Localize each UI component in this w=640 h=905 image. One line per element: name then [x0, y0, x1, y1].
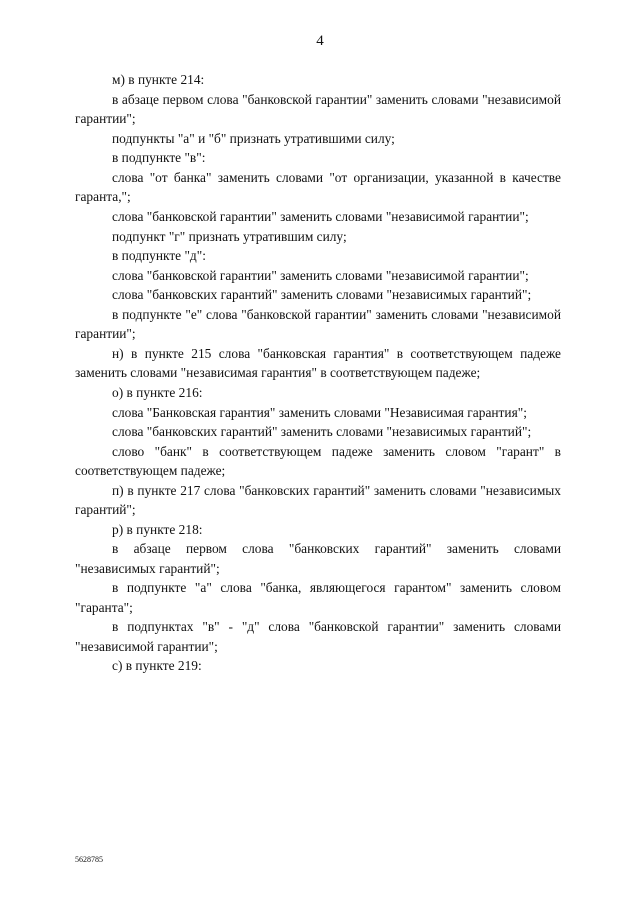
paragraph: слова "Банковская гарантия" заменить словами "Независимая гарантия"; — [112, 404, 527, 420]
paragraph: слова "банковских гарантий" заменить словами "независимых гарантий"; — [112, 424, 532, 440]
paragraph: подпункт "г" признать утратившим силу; — [112, 228, 347, 244]
paragraph: п) в пункте 217 слова "банковских гарантий" заменить словами "независимых гарантий"; — [75, 482, 561, 518]
document-code: 5628785 — [75, 855, 103, 864]
paragraph: слова "банковских гарантий" заменить словами "независимых гарантий"; — [112, 287, 532, 303]
paragraph: в абзаце первом слова "банковских гарантий" заменить словами "независимых гарантий"; — [75, 541, 561, 576]
paragraph: р) в пункте 218: — [112, 521, 203, 537]
paragraph: подпункты "а" и "б" признать утратившими силу; — [112, 130, 395, 146]
paragraph: в подпункте "е" слова "банковской гарантии" заменить словами "независимой гарантии"; — [75, 306, 561, 342]
page-number: 4 — [316, 33, 324, 49]
paragraph: в подпункте "д": — [112, 248, 206, 264]
paragraph: в подпункте "в": — [112, 150, 206, 166]
document-body — [75, 70, 561, 676]
paragraph: в абзаце первом слова "банковской гарантии" заменить словами "независимой гарантии"; — [75, 91, 561, 127]
paragraph: н) в пункте 215 слова "банковская гарантия" в соответствующем падеже заменить словами "независимая гарантия" в соответствующем падеже; — [75, 345, 561, 381]
paragraph: слово "банк" в соответствующем падеже заменить словом "гарант" в соответствующем падеже; — [75, 443, 561, 479]
paragraph: слова "банковской гарантии" заменить словами "независимой гарантии"; — [112, 208, 529, 224]
paragraph: с) в пункте 219: — [112, 658, 202, 674]
paragraph: слова "банковской гарантии" заменить словами "независимой гарантии"; — [112, 267, 529, 283]
paragraph: в подпунктах "в" - "д" слова "банковской гарантии" заменить словами "независимой гарантии"; — [75, 619, 561, 654]
paragraph: о) в пункте 216: — [112, 384, 203, 400]
paragraph: м) в пункте 214: — [112, 72, 205, 88]
paragraph: слова "от банка" заменить словами "от организации, указанной в качестве гаранта,"; — [75, 169, 561, 205]
paragraph: в подпункте "а" слова "банка, являющегося гарантом" заменить словом "гаранта"; — [75, 580, 561, 615]
